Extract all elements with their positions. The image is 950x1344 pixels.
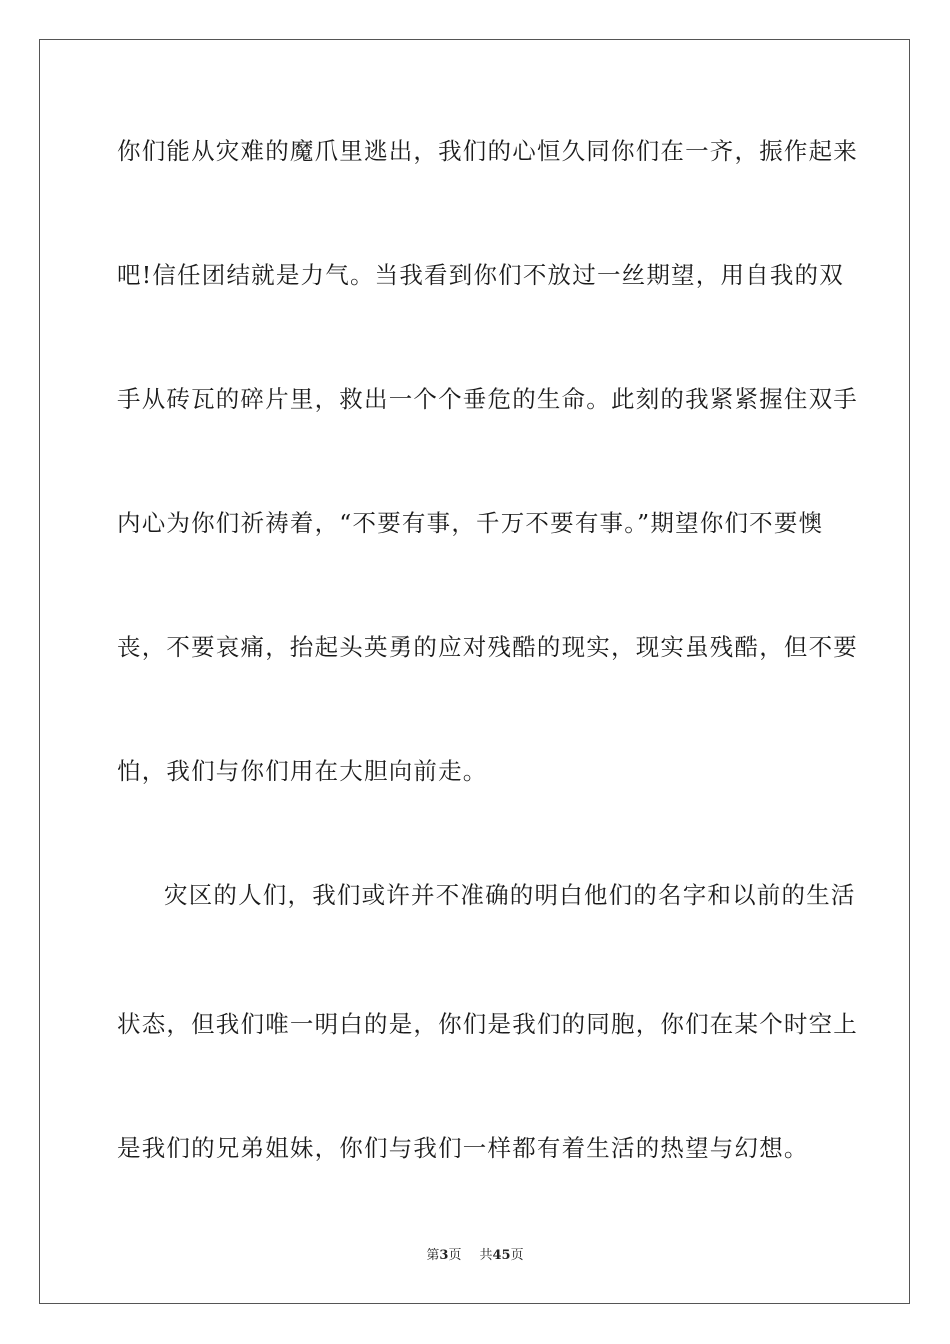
total-pages-label: 共45页 xyxy=(479,1248,524,1263)
paragraph-line-2: 吧!信任团结就是力气。当我看到你们不放过一丝期望，用自我的双 xyxy=(117,261,844,289)
total-page-number: 45 xyxy=(492,1248,511,1263)
paragraph-line-9: 是我们的兄弟姐妹，你们与我们一样都有着生活的热望与幻想。 xyxy=(117,1134,809,1162)
page-number-label: 第3页 xyxy=(426,1248,462,1263)
page-footer xyxy=(0,1247,950,1265)
paragraph-line-7: 灾区的人们，我们或许并不准确的明白他们的名字和以前的生活 xyxy=(164,881,856,909)
paragraph-line-3: 手从砖瓦的碎片里，救出一个个垂危的生命。此刻的我紧紧握住双手 xyxy=(117,385,858,413)
current-page-number: 3 xyxy=(439,1248,449,1263)
page-border xyxy=(39,39,910,1304)
paragraph-line-5: 丧，不要哀痛，抬起头英勇的应对残酷的现实，现实虽残酷，但不要 xyxy=(117,633,858,661)
paragraph-line-1: 你们能从灾难的魔爪里逃出，我们的心恒久同你们在一齐，振作起来 xyxy=(117,137,858,165)
paragraph-line-6: 怕，我们与你们用在大胆向前走。 xyxy=(117,757,488,785)
paragraph-line-8: 状态，但我们唯一明白的是，你们是我们的同胞，你们在某个时空上 xyxy=(117,1010,858,1038)
paragraph-line-4: 内心为你们祈祷着，“不要有事，千万不要有事。”期望你们不要懊 xyxy=(117,509,824,537)
